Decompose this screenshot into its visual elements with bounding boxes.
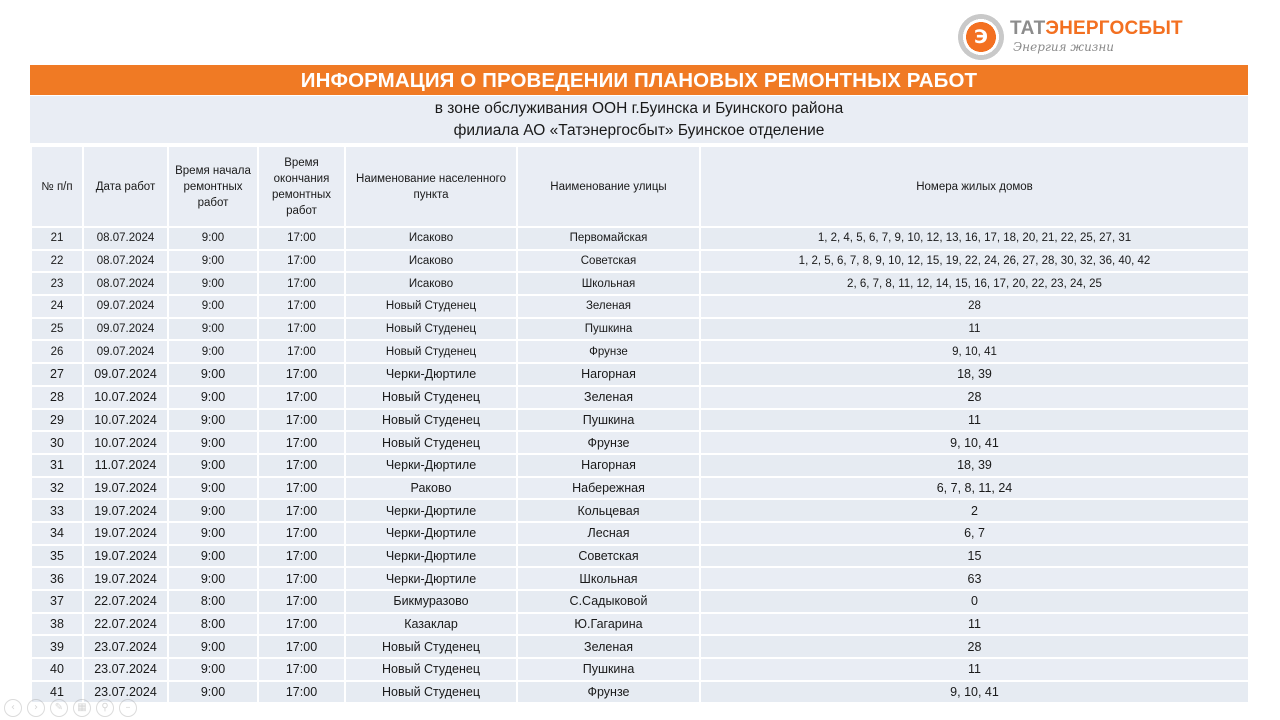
column-header-street: Наименование улицы bbox=[517, 146, 700, 227]
work-date-cell: 10.07.2024 bbox=[83, 386, 168, 409]
end-time-cell: 17:00 bbox=[258, 340, 345, 363]
house-numbers-cell: 18, 39 bbox=[700, 454, 1249, 477]
table-row bbox=[31, 613, 1249, 636]
logo-wordmark-part1: ТАТ bbox=[1010, 18, 1046, 39]
column-header-houses: Номера жилых домов bbox=[700, 146, 1249, 227]
settlement-name-cell: Исаково bbox=[345, 272, 517, 295]
end-time-cell: 17:00 bbox=[258, 318, 345, 341]
subtitle bbox=[30, 96, 1248, 143]
table-row bbox=[31, 635, 1249, 658]
street-name-cell: Зеленая bbox=[517, 386, 700, 409]
work-date-cell: 09.07.2024 bbox=[83, 340, 168, 363]
work-date-cell: 11.07.2024 bbox=[83, 454, 168, 477]
street-name-cell: Фрунзе bbox=[517, 681, 700, 704]
house-numbers-cell: 1, 2, 4, 5, 6, 7, 9, 10, 12, 13, 16, 17, 18, 20, 21, 22, 25, 27, 31 bbox=[700, 227, 1249, 250]
house-numbers-cell: 9, 10, 41 bbox=[700, 431, 1249, 454]
settlement-name-cell: Бикмуразово bbox=[345, 590, 517, 613]
end-time-cell: 17:00 bbox=[258, 635, 345, 658]
end-time-cell: 17:00 bbox=[258, 295, 345, 318]
street-name-cell: Зеленая bbox=[517, 295, 700, 318]
table-row bbox=[31, 567, 1249, 590]
settlement-name-cell: Черки-Дюртиле bbox=[345, 567, 517, 590]
table-row bbox=[31, 363, 1249, 386]
table-row bbox=[31, 227, 1249, 250]
settlement-name-cell: Казаклар bbox=[345, 613, 517, 636]
work-date-cell: 19.07.2024 bbox=[83, 545, 168, 568]
end-time-cell: 17:00 bbox=[258, 499, 345, 522]
start-time-cell: 9:00 bbox=[168, 681, 258, 704]
row-number-cell: 25 bbox=[31, 318, 83, 341]
work-date-cell: 09.07.2024 bbox=[83, 318, 168, 341]
maintenance-schedule-table bbox=[30, 145, 1250, 704]
start-time-cell: 9:00 bbox=[168, 409, 258, 432]
row-number-cell: 35 bbox=[31, 545, 83, 568]
street-name-cell: Пушкина bbox=[517, 318, 700, 341]
logo-wordmark bbox=[1010, 18, 1183, 40]
table-row bbox=[31, 318, 1249, 341]
street-name-cell: Ю.Гагарина bbox=[517, 613, 700, 636]
end-time-cell: 17:00 bbox=[258, 250, 345, 273]
end-time-cell: 17:00 bbox=[258, 613, 345, 636]
end-time-cell: 17:00 bbox=[258, 477, 345, 500]
more-options-icon[interactable]: – bbox=[119, 699, 137, 717]
street-name-cell: Фрунзе bbox=[517, 340, 700, 363]
street-name-cell: Советская bbox=[517, 545, 700, 568]
street-name-cell: Нагорная bbox=[517, 454, 700, 477]
house-numbers-cell: 11 bbox=[700, 318, 1249, 341]
row-number-cell: 29 bbox=[31, 409, 83, 432]
company-logo bbox=[958, 14, 1198, 62]
start-time-cell: 9:00 bbox=[168, 477, 258, 500]
work-date-cell: 23.07.2024 bbox=[83, 681, 168, 704]
start-time-cell: 9:00 bbox=[168, 635, 258, 658]
end-time-cell: 17:00 bbox=[258, 590, 345, 613]
start-time-cell: 9:00 bbox=[168, 250, 258, 273]
work-date-cell: 22.07.2024 bbox=[83, 613, 168, 636]
house-numbers-cell: 18, 39 bbox=[700, 363, 1249, 386]
table-row bbox=[31, 590, 1249, 613]
table-row bbox=[31, 658, 1249, 681]
house-numbers-cell: 63 bbox=[700, 567, 1249, 590]
row-number-cell: 27 bbox=[31, 363, 83, 386]
start-time-cell: 9:00 bbox=[168, 386, 258, 409]
column-header-date: Дата работ bbox=[83, 146, 168, 227]
table-row bbox=[31, 454, 1249, 477]
row-number-cell: 31 bbox=[31, 454, 83, 477]
table-row bbox=[31, 295, 1249, 318]
column-header-settlement: Наименование населенного пункта bbox=[345, 146, 517, 227]
end-time-cell: 17:00 bbox=[258, 431, 345, 454]
table-row bbox=[31, 499, 1249, 522]
work-date-cell: 09.07.2024 bbox=[83, 363, 168, 386]
street-name-cell: Нагорная bbox=[517, 363, 700, 386]
street-name-cell: С.Садыковой bbox=[517, 590, 700, 613]
work-date-cell: 09.07.2024 bbox=[83, 295, 168, 318]
house-numbers-cell: 6, 7, 8, 11, 24 bbox=[700, 477, 1249, 500]
row-number-cell: 41 bbox=[31, 681, 83, 704]
house-numbers-cell: 0 bbox=[700, 590, 1249, 613]
street-name-cell: Зеленая bbox=[517, 635, 700, 658]
start-time-cell: 9:00 bbox=[168, 499, 258, 522]
settlement-name-cell: Исаково bbox=[345, 250, 517, 273]
row-number-cell: 26 bbox=[31, 340, 83, 363]
logo-wordmark-part2: ЭНЕРГОСБЫТ bbox=[1045, 18, 1183, 39]
table-row bbox=[31, 431, 1249, 454]
work-date-cell: 19.07.2024 bbox=[83, 499, 168, 522]
column-header-number: № п/п bbox=[31, 146, 83, 227]
house-numbers-cell: 6, 7 bbox=[700, 522, 1249, 545]
column-header-end-time: Время окончания ремонтных работ bbox=[258, 146, 345, 227]
settlement-name-cell: Черки-Дюртиле bbox=[345, 545, 517, 568]
end-time-cell: 17:00 bbox=[258, 363, 345, 386]
table-row bbox=[31, 386, 1249, 409]
table-row bbox=[31, 477, 1249, 500]
street-name-cell: Пушкина bbox=[517, 409, 700, 432]
table-row bbox=[31, 250, 1249, 273]
row-number-cell: 21 bbox=[31, 227, 83, 250]
settlement-name-cell: Черки-Дюртиле bbox=[345, 454, 517, 477]
row-number-cell: 32 bbox=[31, 477, 83, 500]
house-numbers-cell: 15 bbox=[700, 545, 1249, 568]
work-date-cell: 19.07.2024 bbox=[83, 522, 168, 545]
logo-mark-glyph: Э bbox=[974, 26, 988, 48]
start-time-cell: 9:00 bbox=[168, 567, 258, 590]
start-time-cell: 9:00 bbox=[168, 522, 258, 545]
work-date-cell: 08.07.2024 bbox=[83, 250, 168, 273]
house-numbers-cell: 11 bbox=[700, 613, 1249, 636]
subtitle-line-2: филиала АО «Татэнергосбыт» Буинское отделение bbox=[453, 122, 825, 139]
street-name-cell: Лесная bbox=[517, 522, 700, 545]
page-title: ИНФОРМАЦИЯ О ПРОВЕДЕНИИ ПЛАНОВЫХ РЕМОНТНЫХ РАБОТ bbox=[30, 65, 1248, 95]
settlement-name-cell: Новый Студенец bbox=[345, 340, 517, 363]
slideshow-controls bbox=[4, 699, 137, 717]
end-time-cell: 17:00 bbox=[258, 227, 345, 250]
settlement-name-cell: Новый Студенец bbox=[345, 318, 517, 341]
row-number-cell: 24 bbox=[31, 295, 83, 318]
settlement-name-cell: Раково bbox=[345, 477, 517, 500]
work-date-cell: 19.07.2024 bbox=[83, 567, 168, 590]
row-number-cell: 22 bbox=[31, 250, 83, 273]
end-time-cell: 17:00 bbox=[258, 567, 345, 590]
logo-mark-icon bbox=[958, 14, 1004, 60]
house-numbers-cell: 11 bbox=[700, 658, 1249, 681]
end-time-cell: 17:00 bbox=[258, 272, 345, 295]
start-time-cell: 9:00 bbox=[168, 272, 258, 295]
street-name-cell: Школьная bbox=[517, 567, 700, 590]
settlement-name-cell: Черки-Дюртиле bbox=[345, 363, 517, 386]
row-number-cell: 30 bbox=[31, 431, 83, 454]
start-time-cell: 9:00 bbox=[168, 295, 258, 318]
work-date-cell: 22.07.2024 bbox=[83, 590, 168, 613]
settlement-name-cell: Новый Студенец bbox=[345, 431, 517, 454]
subtitle-line-1: в зоне обслуживания ООН г.Буинска и Буинского района bbox=[434, 100, 844, 117]
house-numbers-cell: 1, 2, 5, 6, 7, 8, 9, 10, 12, 15, 19, 22, 24, 26, 27, 28, 30, 32, 36, 40, 42 bbox=[700, 250, 1249, 273]
table-row bbox=[31, 681, 1249, 704]
end-time-cell: 17:00 bbox=[258, 522, 345, 545]
end-time-cell: 17:00 bbox=[258, 681, 345, 704]
next-slide-icon[interactable]: › bbox=[27, 699, 45, 717]
house-numbers-cell: 2 bbox=[700, 499, 1249, 522]
settlement-name-cell: Новый Студенец bbox=[345, 635, 517, 658]
work-date-cell: 10.07.2024 bbox=[83, 431, 168, 454]
work-date-cell: 10.07.2024 bbox=[83, 409, 168, 432]
start-time-cell: 9:00 bbox=[168, 431, 258, 454]
house-numbers-cell: 28 bbox=[700, 635, 1249, 658]
street-name-cell: Первомайская bbox=[517, 227, 700, 250]
table-row bbox=[31, 522, 1249, 545]
row-number-cell: 39 bbox=[31, 635, 83, 658]
zoom-icon[interactable]: ⚲ bbox=[96, 699, 114, 717]
row-number-cell: 33 bbox=[31, 499, 83, 522]
row-number-cell: 38 bbox=[31, 613, 83, 636]
table-row bbox=[31, 545, 1249, 568]
house-numbers-cell: 28 bbox=[700, 295, 1249, 318]
street-name-cell: Кольцевая bbox=[517, 499, 700, 522]
logo-tagline: Энергия жизни bbox=[1013, 40, 1114, 54]
work-date-cell: 19.07.2024 bbox=[83, 477, 168, 500]
pen-icon[interactable]: ✎ bbox=[50, 699, 68, 717]
house-numbers-cell: 28 bbox=[700, 386, 1249, 409]
work-date-cell: 23.07.2024 bbox=[83, 658, 168, 681]
house-numbers-cell: 11 bbox=[700, 409, 1249, 432]
table-row bbox=[31, 272, 1249, 295]
settlement-name-cell: Новый Студенец bbox=[345, 409, 517, 432]
row-number-cell: 23 bbox=[31, 272, 83, 295]
start-time-cell: 9:00 bbox=[168, 227, 258, 250]
settlement-name-cell: Новый Студенец bbox=[345, 295, 517, 318]
start-time-cell: 9:00 bbox=[168, 340, 258, 363]
work-date-cell: 08.07.2024 bbox=[83, 227, 168, 250]
end-time-cell: 17:00 bbox=[258, 409, 345, 432]
work-date-cell: 08.07.2024 bbox=[83, 272, 168, 295]
start-time-cell: 9:00 bbox=[168, 658, 258, 681]
row-number-cell: 37 bbox=[31, 590, 83, 613]
street-name-cell: Пушкина bbox=[517, 658, 700, 681]
start-time-cell: 8:00 bbox=[168, 590, 258, 613]
end-time-cell: 17:00 bbox=[258, 658, 345, 681]
settlement-name-cell: Исаково bbox=[345, 227, 517, 250]
street-name-cell: Фрунзе bbox=[517, 431, 700, 454]
table-row bbox=[31, 409, 1249, 432]
start-time-cell: 9:00 bbox=[168, 363, 258, 386]
street-name-cell: Школьная bbox=[517, 272, 700, 295]
start-time-cell: 8:00 bbox=[168, 613, 258, 636]
start-time-cell: 9:00 bbox=[168, 318, 258, 341]
end-time-cell: 17:00 bbox=[258, 386, 345, 409]
row-number-cell: 36 bbox=[31, 567, 83, 590]
table-header-row bbox=[31, 146, 1249, 227]
end-time-cell: 17:00 bbox=[258, 545, 345, 568]
house-numbers-cell: 9, 10, 41 bbox=[700, 681, 1249, 704]
previous-slide-icon[interactable]: ‹ bbox=[4, 699, 22, 717]
start-time-cell: 9:00 bbox=[168, 454, 258, 477]
row-number-cell: 40 bbox=[31, 658, 83, 681]
settlement-name-cell: Новый Студенец bbox=[345, 386, 517, 409]
start-time-cell: 9:00 bbox=[168, 545, 258, 568]
house-numbers-cell: 2, 6, 7, 8, 11, 12, 14, 15, 16, 17, 20, 22, 23, 24, 25 bbox=[700, 272, 1249, 295]
settlement-name-cell: Новый Студенец bbox=[345, 681, 517, 704]
table-row bbox=[31, 340, 1249, 363]
end-time-cell: 17:00 bbox=[258, 454, 345, 477]
settlement-name-cell: Новый Студенец bbox=[345, 658, 517, 681]
slides-overview-icon[interactable]: ▦ bbox=[73, 699, 91, 717]
column-header-start-time: Время начала ремонтных работ bbox=[168, 146, 258, 227]
settlement-name-cell: Черки-Дюртиле bbox=[345, 499, 517, 522]
row-number-cell: 34 bbox=[31, 522, 83, 545]
settlement-name-cell: Черки-Дюртиле bbox=[345, 522, 517, 545]
street-name-cell: Советская bbox=[517, 250, 700, 273]
row-number-cell: 28 bbox=[31, 386, 83, 409]
house-numbers-cell: 9, 10, 41 bbox=[700, 340, 1249, 363]
street-name-cell: Набережная bbox=[517, 477, 700, 500]
work-date-cell: 23.07.2024 bbox=[83, 635, 168, 658]
